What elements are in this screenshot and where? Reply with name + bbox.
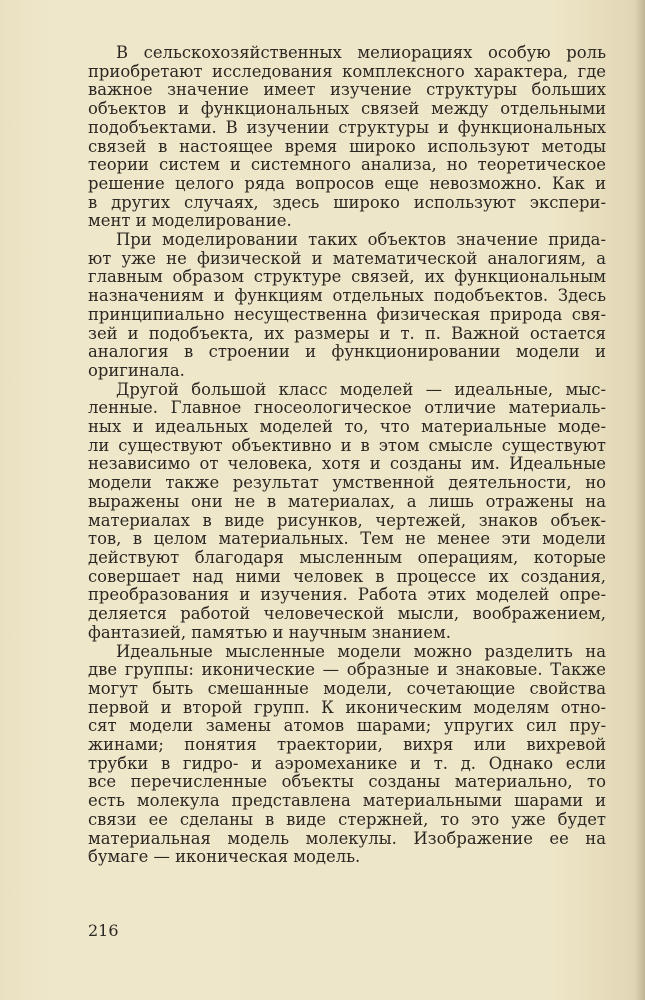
paragraph-4 <box>88 643 606 867</box>
text-line: сят модели замены атомов шарами; упругих сил пру- <box>88 716 606 736</box>
text-line: Идеальные мысленные модели можно разделить на <box>116 641 606 661</box>
text-line: действуют благодаря мысленным операциям, которые <box>88 547 606 567</box>
page-edge-shadow <box>635 0 645 1000</box>
text-line: связей в настоящее время широко используют методы <box>88 136 606 156</box>
text-line: приобретают исследования комплексного характера, где <box>88 61 606 81</box>
text-line: объектов и функциональных связей между отдельными <box>88 99 606 119</box>
text-line: фантазией, памятью и научным знанием. <box>88 622 451 642</box>
text-line: ных и идеальных моделей то, что материальные моде- <box>88 417 606 437</box>
body-text <box>88 44 606 867</box>
paragraph-1 <box>88 44 606 231</box>
text-line: деляется работой человеческой мысли, воображением, <box>88 604 606 624</box>
text-line: тов, в целом материальных. Тем не менее эти модели <box>88 529 606 549</box>
text-line: оригинала. <box>88 360 185 380</box>
text-line: Другой большой класс моделей — идеальные, мыс- <box>116 379 606 399</box>
paragraph-2 <box>88 231 606 381</box>
text-line: модели также результат умственной деятельности, но <box>88 473 606 493</box>
text-line: назначениям и функциям отдельных подобъектов. Здесь <box>88 286 606 306</box>
text-line: материалах в виде рисунков, чертежей, знаков объек- <box>88 510 606 530</box>
text-line: подобъектами. В изучении структуры и функциональных <box>88 117 606 137</box>
text-line: преобразования и изучения. Работа этих моделей опре- <box>88 585 606 605</box>
text-line: ли существуют объективно и в этом смысле существуют <box>88 435 606 455</box>
text-line: ленные. Главное гносеологическое отличие материаль- <box>88 398 606 418</box>
text-line: две группы: иконические — образные и знаковые. Также <box>88 660 606 680</box>
text-line: зей и подобъекта, их размеры и т. п. Важной остается <box>88 323 606 343</box>
text-line: связи ее сделаны в виде стержней, то это уже будет <box>88 809 606 829</box>
text-line: решение целого ряда вопросов еще невозможно. Как и <box>88 173 606 193</box>
text-line: материальная модель молекулы. Изображение ее на <box>88 828 606 848</box>
text-line: первой и второй групп. К иконическим моделям отно- <box>88 697 606 717</box>
text-line: в других случаях, здесь широко используют экспери- <box>88 192 606 212</box>
text-line: главным образом структуре связей, их функциональным <box>88 267 606 287</box>
text-line: все перечисленные объекты созданы материально, то <box>88 772 606 792</box>
text-line: мент и моделирование. <box>88 211 292 231</box>
text-line: могут быть смешанные модели, сочетающие свойства <box>88 678 606 698</box>
text-line: есть молекула представлена материальными шарами и <box>88 791 606 811</box>
text-line: выражены они не в материалах, а лишь отражены на <box>88 491 606 511</box>
text-line: При моделировании таких объектов значение прида- <box>116 230 606 250</box>
text-line: теории систем и системного анализа, но теоретическое <box>88 155 606 175</box>
text-line: совершает над ними человек в процессе их создания, <box>88 566 606 586</box>
page-number: 216 <box>88 921 119 940</box>
text-line: жинами; понятия траектории, вихря или вихревой <box>88 735 606 755</box>
text-line: важное значение имеет изучение структуры больших <box>88 80 606 100</box>
text-line: принципиально несущественна физическая природа свя- <box>88 304 606 324</box>
text-line: В сельскохозяйственных мелиорациях особую роль <box>116 43 606 62</box>
text-line: бумаге — иконическая модель. <box>88 847 361 867</box>
text-line: трубки в гидро- и аэромеханике и т. д. Однако если <box>88 753 606 773</box>
text-line: независимо от человека, хотя и созданы им. Идеальные <box>88 454 606 474</box>
text-line: ют уже не физической и математической аналогиям, а <box>88 248 606 268</box>
paragraph-3 <box>88 381 606 643</box>
text-line: аналогия в строении и функционировании модели и <box>88 342 606 362</box>
